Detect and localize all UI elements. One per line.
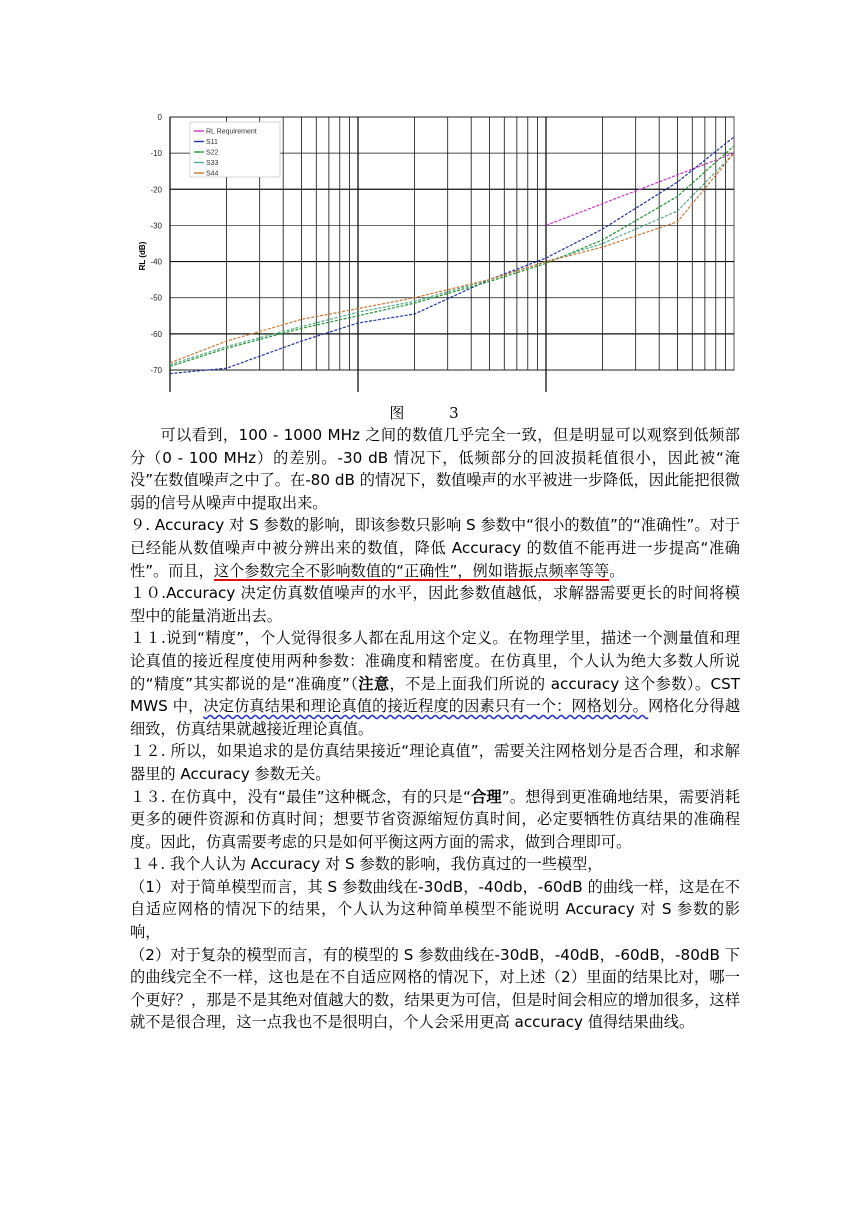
red-underline-text: 这个参数完全不影响数值的“正确性”，例如谐振点频率等等 (213, 561, 610, 580)
p2-end: 。 (609, 561, 625, 580)
p4-start: １１.说到“精度”，个人觉得很多人都在乱用这个定义。在物理学里，描述一个测量值和理论真值的接近程度使用两种参数：准确度和精密度。在仿真里，个人认为绝大多数人所说的“精度”其实都说的是“准确度”（ (130, 629, 740, 693)
paragraph-7: １４. 我个人认为 Accuracy 对 S 参数的影响，我仿真过的一些模型， (130, 855, 603, 874)
y-tick-label: -50 (150, 293, 162, 303)
y-axis-label: RL (dB) (138, 241, 147, 271)
y-tick-label: 0 (157, 113, 162, 122)
y-tick-label: -10 (150, 149, 162, 159)
rl-chart (130, 108, 740, 400)
paragraph-5: １２. 所以，如果追求的是仿真结果接近“理论真值”，需要关注网格划分是否合理，和求解器里的 Accuracy 参数无关。 (130, 742, 740, 783)
bold-note: 注意 (358, 674, 390, 693)
y-tick-label: -60 (150, 329, 162, 339)
legend-label: S11 (206, 139, 218, 146)
p2-start: ９. Accuracy 对 S 参数的影响，即该参数只影响 S 参数中“很小的数值”的“准确性”。对于已经能从数值噪声中被分辨出来的数值，降低 Accuracy 的数值不能再进一步提高“准确性”。而且， (130, 516, 740, 580)
legend-label: S44 (206, 170, 219, 178)
article-body (130, 424, 740, 1034)
paragraph-1: 可以看到，100 - 1000 MHz 之间的数值几乎完全一致，但是明显可以观察到低频部分（0 - 100 MHz）的差别。-30 dB 情况下，低频部分的回波损耗值很小，因此被“淹没”在数值噪声之中了。在-80 dB 的情况下，数值噪声的水平被进一步降低，因此能把很微弱的信号从噪声中提取出来。 (130, 426, 740, 512)
y-tick-label: -30 (150, 221, 162, 231)
y-tick-label: -20 (150, 185, 162, 195)
legend-label: S33 (206, 160, 219, 167)
figure-caption: 图 3 (389, 404, 479, 422)
p6-start: １３. 在仿真中，没有“最佳”这种概念，有的只是“ (130, 787, 471, 806)
y-tick-label: -40 (150, 257, 162, 267)
chart-legend (190, 122, 280, 178)
legend-label: S22 (206, 149, 219, 157)
y-tick-labels (150, 113, 162, 375)
paragraph-4 (130, 627, 740, 740)
paragraph-8: （1）对于简单模型而言，其 S 参数曲线在-30dB，-40db，-60dB 的曲线一样，这是在不自适应网格的情况下的结果，个人认为这种简单模型不能说明 Accuracy 对 S 参数的影响， (130, 877, 740, 942)
wavy-underline-text: 决定仿真结果和理论真值的接近程度的因素只有一个：网格划分。 (203, 697, 649, 716)
p4-mid: ，不是上面我们所说的 accuracy 这个参数）。CST MWS 中， (130, 674, 740, 716)
legend-label: RL Requirement (206, 128, 257, 136)
y-tick-label: -70 (150, 366, 162, 375)
paragraph-6 (130, 786, 740, 854)
paragraph-2 (130, 514, 740, 582)
bold-reasonable: 合理 (470, 787, 502, 806)
p6-end: ”。想得到更准确地结果，需要消耗更多的硬件资源和仿真时间；想要节省资源缩短仿真时间，必定要牺牲仿真结果的准确程度。因此，仿真需要考虑的只是如何平衡这两方面的需求，做到合理即可。 (130, 787, 741, 851)
p4-end: 网格化分得越细致，仿真结果就越接近理论真值。 (130, 697, 741, 738)
paragraph-9: （2）对于复杂的模型而言，有的模型的 S 参数曲线在-30dB，-40dB，-60dB，-80dB 下的曲线完全不一样，这也是在不自适应网格的情况下，对上述（2）里面的结果比对，哪一个更好？，那是不是其绝对值越大的数，结果更为可信，但是时间会相应的增加很多，这样就不是很合理，这一点我也不是很明白，个人会采用更高 accuracy 值得结果曲线。 (130, 945, 740, 1032)
paragraph-3: １０.Accuracy 决定仿真数值噪声的水平，因此参数值越低，求解器需要更长的时间将模型中的能量消逝出去。 (130, 584, 740, 625)
